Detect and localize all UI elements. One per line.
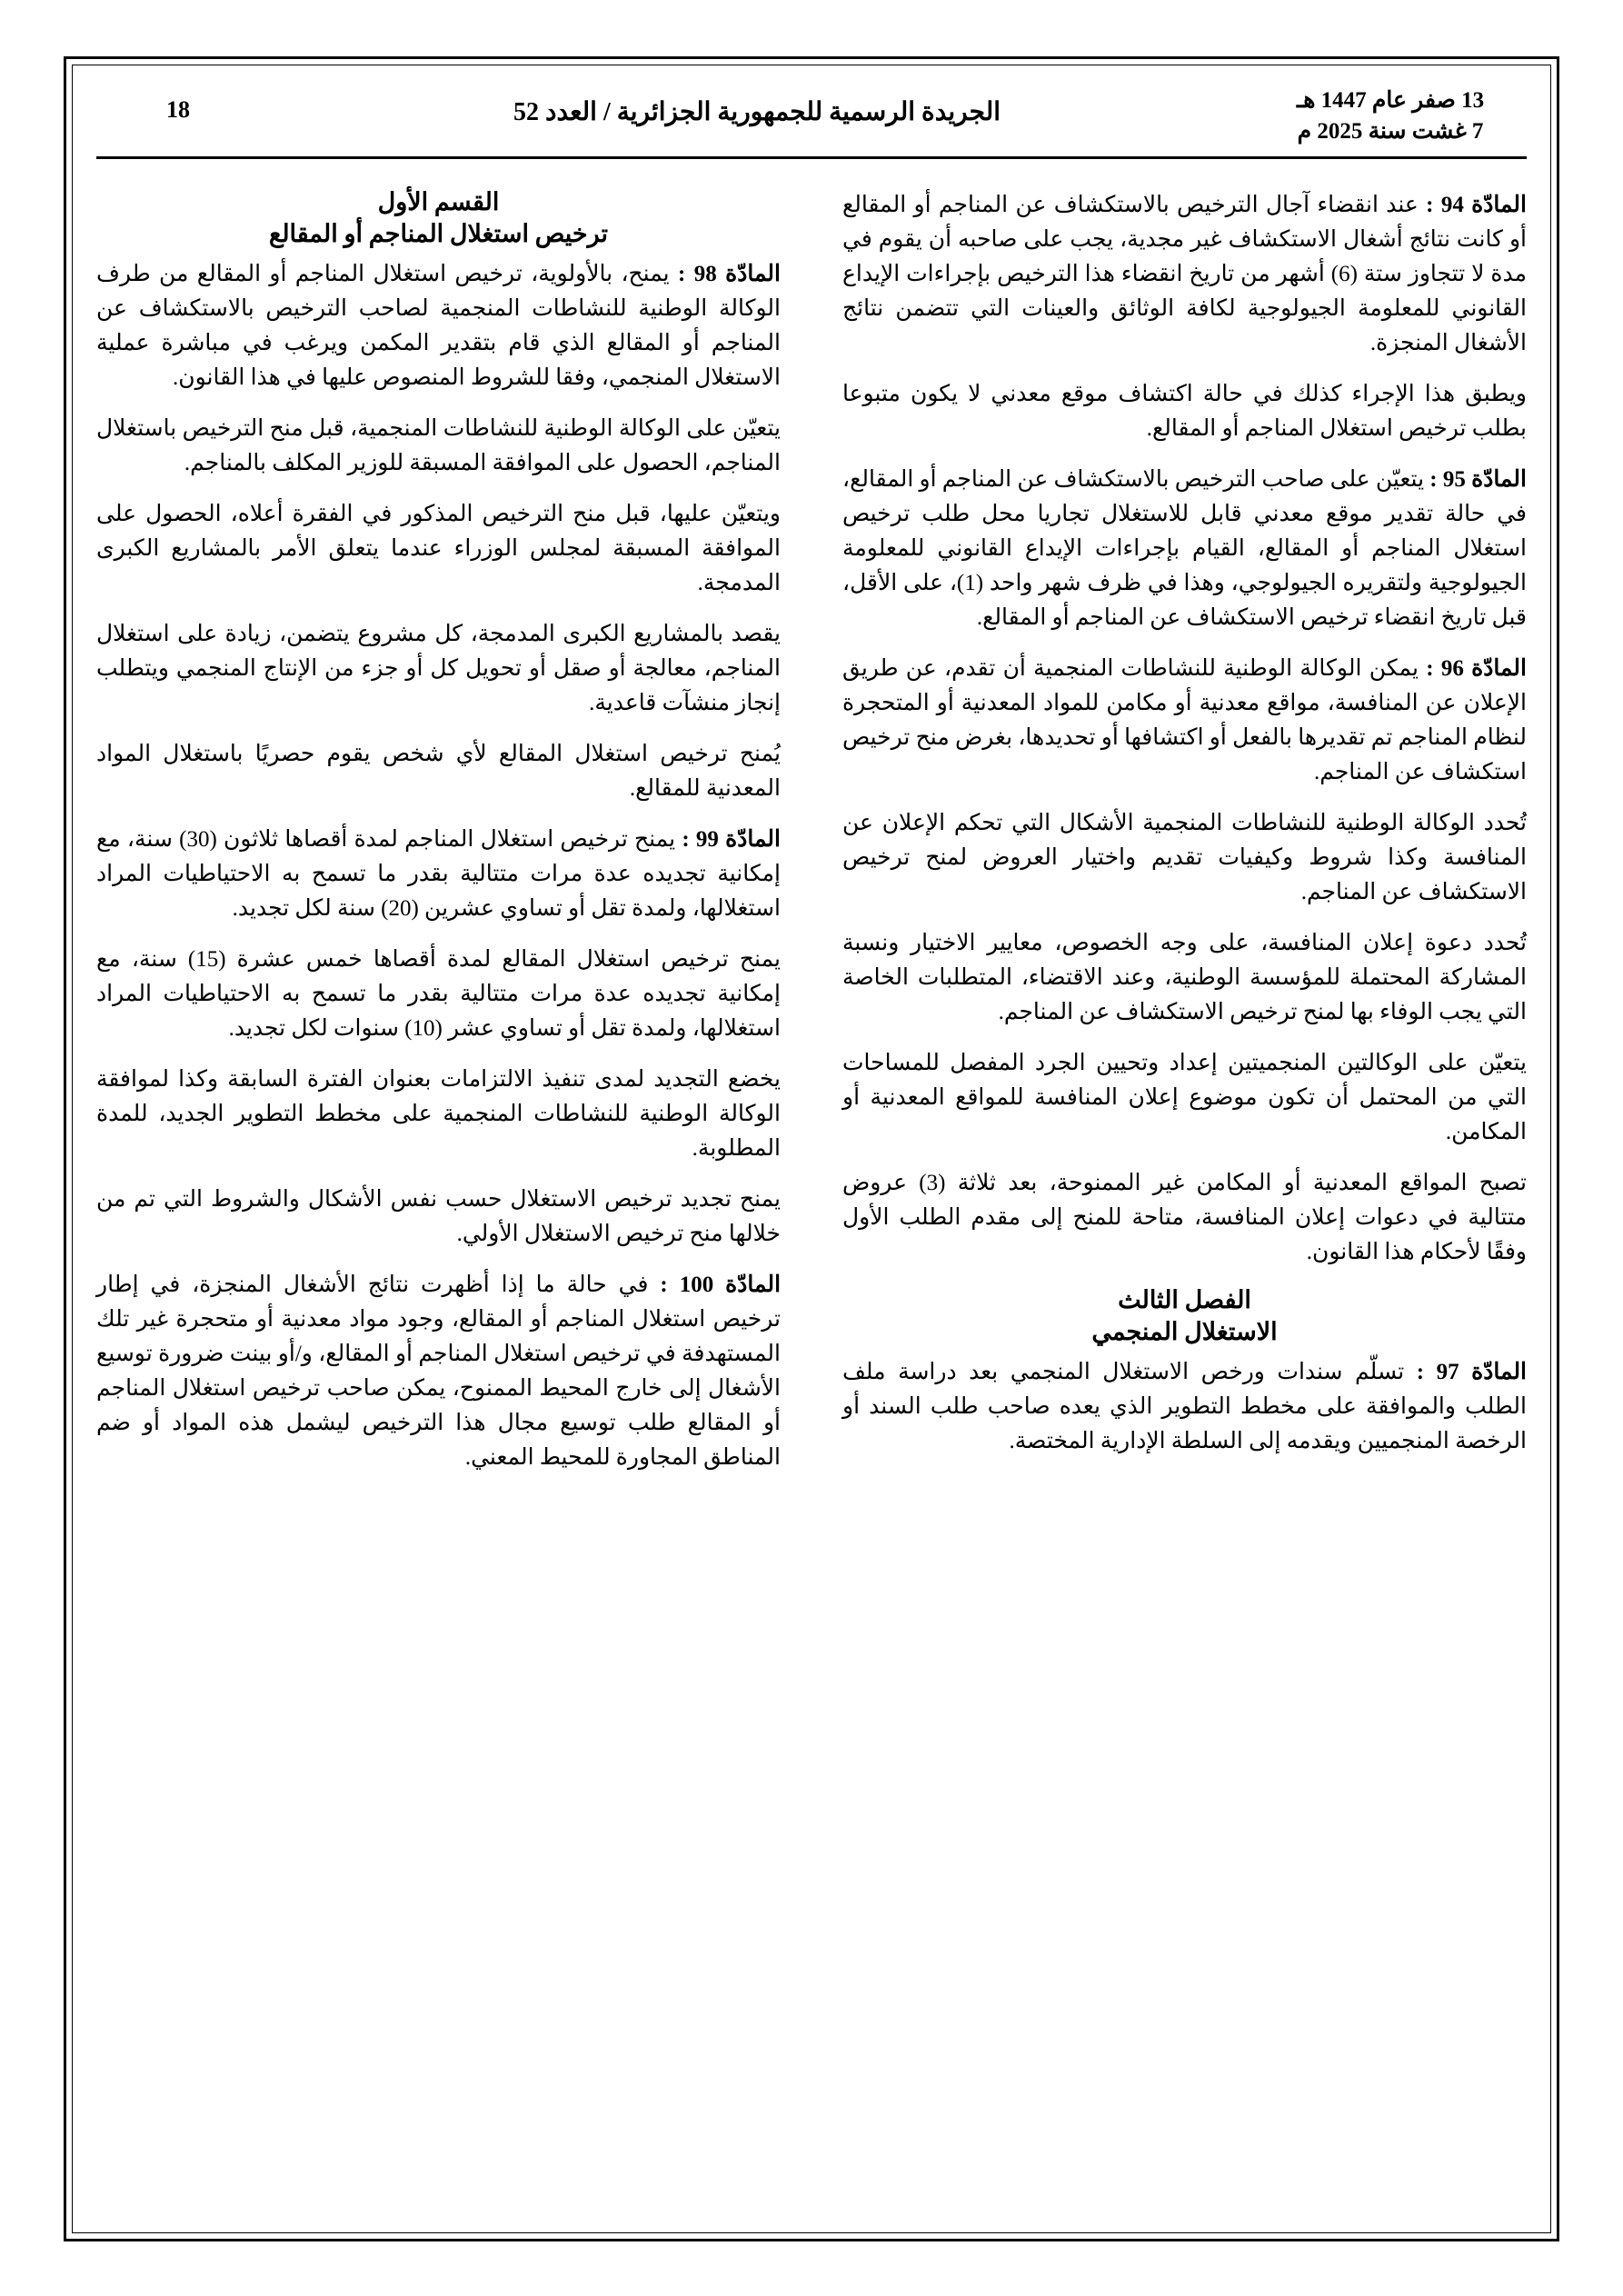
article-paragraph (96, 1063, 781, 1166)
article-text: يمنح تجديد ترخيص الاستغلال حسب نفس الأشكال والشروط التي تم من خلالها منح ترخيص الاستغلال الأولي. (96, 1186, 781, 1246)
column-left (96, 188, 812, 2215)
article-text: يمنح ترخيص استغلال المقالع لمدة أقصاها خمس عشرة (15) سنة، مع إمكانية تجديده عدة مرات متتالية بقدر ما تسمح به الاحتياطيات المراد استغلالها، ولمدة تقل أو تساوي عشر (10) سنوات لكل تجديد. (96, 946, 781, 1041)
article-number: المادّة 99 : (682, 826, 781, 852)
article-text: تُحدد دعوة إعلان المنافسة، على وجه الخصوص، معايير الاختيار ونسبة المشاركة المحتملة للمؤسسة الوطنية، وعند الاقتضاء، المتطلبات الخاصة التي يجب الوفاء بها لمنح ترخيص الاستكشاف عن المناجم. (842, 930, 1527, 1024)
two-column-body (96, 165, 1527, 2215)
article-paragraph (842, 926, 1527, 1030)
article-text: تسلّم سندات ورخص الاستغلال المنجمي بعد دراسة ملف الطلب والموافقة على مخطط التطوير الذي يعده صاحب طلب السند أو الرخصة المنجميين ويقدمه إلى السلطة الإدارية المختصة. (842, 1359, 1527, 1453)
header-title: الجريدة الرسمية للجمهورية الجزائرية / العدد 52 (513, 98, 1001, 126)
article-number: المادّة 98 : (678, 261, 781, 286)
article-paragraph (842, 652, 1527, 790)
article-number: المادّة 100 : (660, 1272, 782, 1297)
article-number: المادّة 94 : (1426, 192, 1527, 217)
article-paragraph (96, 257, 781, 395)
column-right (812, 188, 1527, 2215)
article-number: المادّة 95 : (1429, 466, 1527, 492)
article-text: يُمنح ترخيص استغلال المقالع لأي شخص يقوم حصريًا باستغلال المواد المعدنية للمقالع. (96, 741, 781, 801)
article-paragraph (96, 617, 781, 721)
section-heading-part: القسم الأول (377, 187, 500, 215)
article-paragraph (96, 823, 781, 926)
article-text: يتعيّن على صاحب الترخيص بالاستكشاف عن المناجم أو المقالع، في حالة تقدير موقع معدني قابل للاستغلال تجاريا محل طلب ترخيص استغلال المناجم أو المقالع، القيام بإجراءات الإيداع القانوني للمعلومة الجيولوجية ولتقريره الجيولوجي، وهذا في ظرف شهر واحد (1)، على الأقل، قبل تاريخ انقضاء ترخيص الاستكشاف عن المناجم أو المقالع. (842, 466, 1527, 630)
page-border-inner (72, 65, 1551, 2233)
section-heading-chapter: الفصل الثالث (1118, 1285, 1251, 1313)
page-number: 18 (166, 96, 190, 123)
article-text: تُحدد الوكالة الوطنية للنشاطات المنجمية الأشكال التي تحكم الإعلان عن المنافسة وكذا شروط وكيفيات تقديم واختيار العروض لمنح ترخيص الاستكشاف عن المناجم. (842, 810, 1527, 904)
article-text: ويطبق هذا الإجراء كذلك في حالة اكتشاف موقع معدني لا يكون متبوعا بطلب ترخيص استغلال المناجم أو المقالع. (842, 381, 1527, 441)
article-paragraph (96, 737, 781, 806)
article-text: يقصد بالمشاريع الكبرى المدمجة، كل مشروع يتضمن، زيادة على استغلال المناجم، معالجة أو صقل أو تحويل كل أو جزء من الإنتاج المنجمي ويتطلب إنجاز منشآت قاعدية. (96, 621, 781, 715)
article-text: يمنح ترخيص استغلال المناجم لمدة أقصاها ثلاثون (30) سنة، مع إمكانية تجديده عدة مرات متتالية بقدر ما تسمح به الاحتياطيات المراد استغلالها، ولمدة تقل أو تساوي عشرين (20) سنة لكل تجديد. (96, 826, 781, 921)
page-border-outer (64, 56, 1559, 2241)
article-number: المادّة 97 : (1416, 1359, 1528, 1384)
article-number: المادّة 96 : (1426, 655, 1527, 681)
article-paragraph (96, 943, 781, 1046)
article-text: ويتعيّن عليها، قبل منح الترخيص المذكور في الفقرة أعلاه، الحصول على الموافقة المسبقة لمجلس الوزراء عندما يتعلق الأمر بالمشاريع الكبرى المدمجة. (96, 501, 781, 595)
article-paragraph (96, 1183, 781, 1252)
section-heading-part-subject: ترخيص استغلال المناجم أو المقالع (268, 219, 609, 247)
article-paragraph (96, 412, 781, 481)
header-date-hijri: 13 صفر عام 1447 هـ (1296, 88, 1485, 113)
article-text: تصبح المواقع المعدنية أو المكامن غير الممنوحة، بعد ثلاثة (3) عروض متتالية في دعوات إعلان المنافسة، متاحة للمنح إلى مقدم الطلب الأول وفقًا لأحكام هذا القانون. (842, 1170, 1527, 1264)
article-text: يتعيّن على الوكالتين المنجميتين إعداد وتحيين الجرد المفصل للمساحات التي من المحتمل أن تكون موضوع إعلان المنافسة للمواقع المعدنية أو المكامن. (842, 1050, 1527, 1144)
article-paragraph (842, 188, 1527, 361)
article-paragraph (842, 377, 1527, 446)
article-paragraph (842, 463, 1527, 635)
article-paragraph (842, 1166, 1527, 1270)
header-date (1254, 82, 1527, 147)
article-text: في حالة ما إذا أظهرت نتائج الأشغال المنجزة، في إطار ترخيص استغلال المناجم أو المقالع، وجود مواد معدنية أو متحجرة غير تلك المستهدفة في ترخيص استغلال المناجم أو المقالع، و/أو بينت ضرورة توسيع الأشغال إلى خارج المحيط الممنوح، يمكن صاحب ترخيص استغلال المناجم أو المقالع طلب توسيع مجال هذا الترخيص ليشمل هذه المواد أو ضم المناطق المجاورة للمحيط المعني. (96, 1272, 781, 1470)
article-paragraph (96, 497, 781, 601)
article-paragraph (842, 1355, 1527, 1459)
article-paragraph (96, 1268, 781, 1475)
article-text: يخضع التجديد لمدى تنفيذ الالتزامات بعنوان الفترة السابقة وكذا لموافقة الوكالة الوطنية للنشاطات المنجمية على مخطط التطوير الجديد، للمدة المطلوبة. (96, 1066, 781, 1161)
article-paragraph (842, 806, 1527, 910)
article-text: يمكن الوكالة الوطنية للنشاطات المنجمية أن تقدم، عن طريق الإعلان عن المنافسة، مواقع معدنية أو مكامن للمواد المعدنية أو المتحجرة لنظام المناجم تم تقديرها بالفعل أو اكتشافها أو تحديدها، بغرض منح ترخيص استكشاف عن المناجم. (842, 655, 1527, 784)
page-header (96, 82, 1527, 159)
article-text: يمنح، بالأولوية، ترخيص استغلال المناجم أو المقالع من طرف الوكالة الوطنية للنشاطات المنجمية لصاحب الترخيص بالاستكشاف عن المناجم أو المقالع الذي قام بتقدير المكمن ويرغب في مباشرة عملية الاستغلال المنجمي، وفقا للشروط المنصوص عليها في هذا القانون. (96, 261, 781, 390)
article-text: عند انقضاء آجال الترخيص بالاستكشاف عن المناجم أو المقالع أو كانت نتائج أشغال الاستكشاف غير مجدية، يجب على صاحبه أن يقوم في مدة لا تتجاوز ستة (6) أشهر من تاريخ انقضاء هذا الترخيص بإجراءات الإيداع القانوني للمعلومة الجيولوجية لكافة الوثائق والعينات التي تتضمن نتائج الأشغال المنجزة. (842, 192, 1527, 355)
header-date-gregorian: 7 غشت سنة 2025 م (1297, 118, 1484, 144)
section-heading-subject: الاستغلال المنجمي (1091, 1317, 1278, 1345)
article-paragraph (842, 1046, 1527, 1150)
article-text: يتعيّن على الوكالة الوطنية للنشاطات المنجمية، قبل منح الترخيص باستغلال المناجم، الحصول على الموافقة المسبقة للوزير المكلف بالمناجم. (96, 415, 781, 475)
